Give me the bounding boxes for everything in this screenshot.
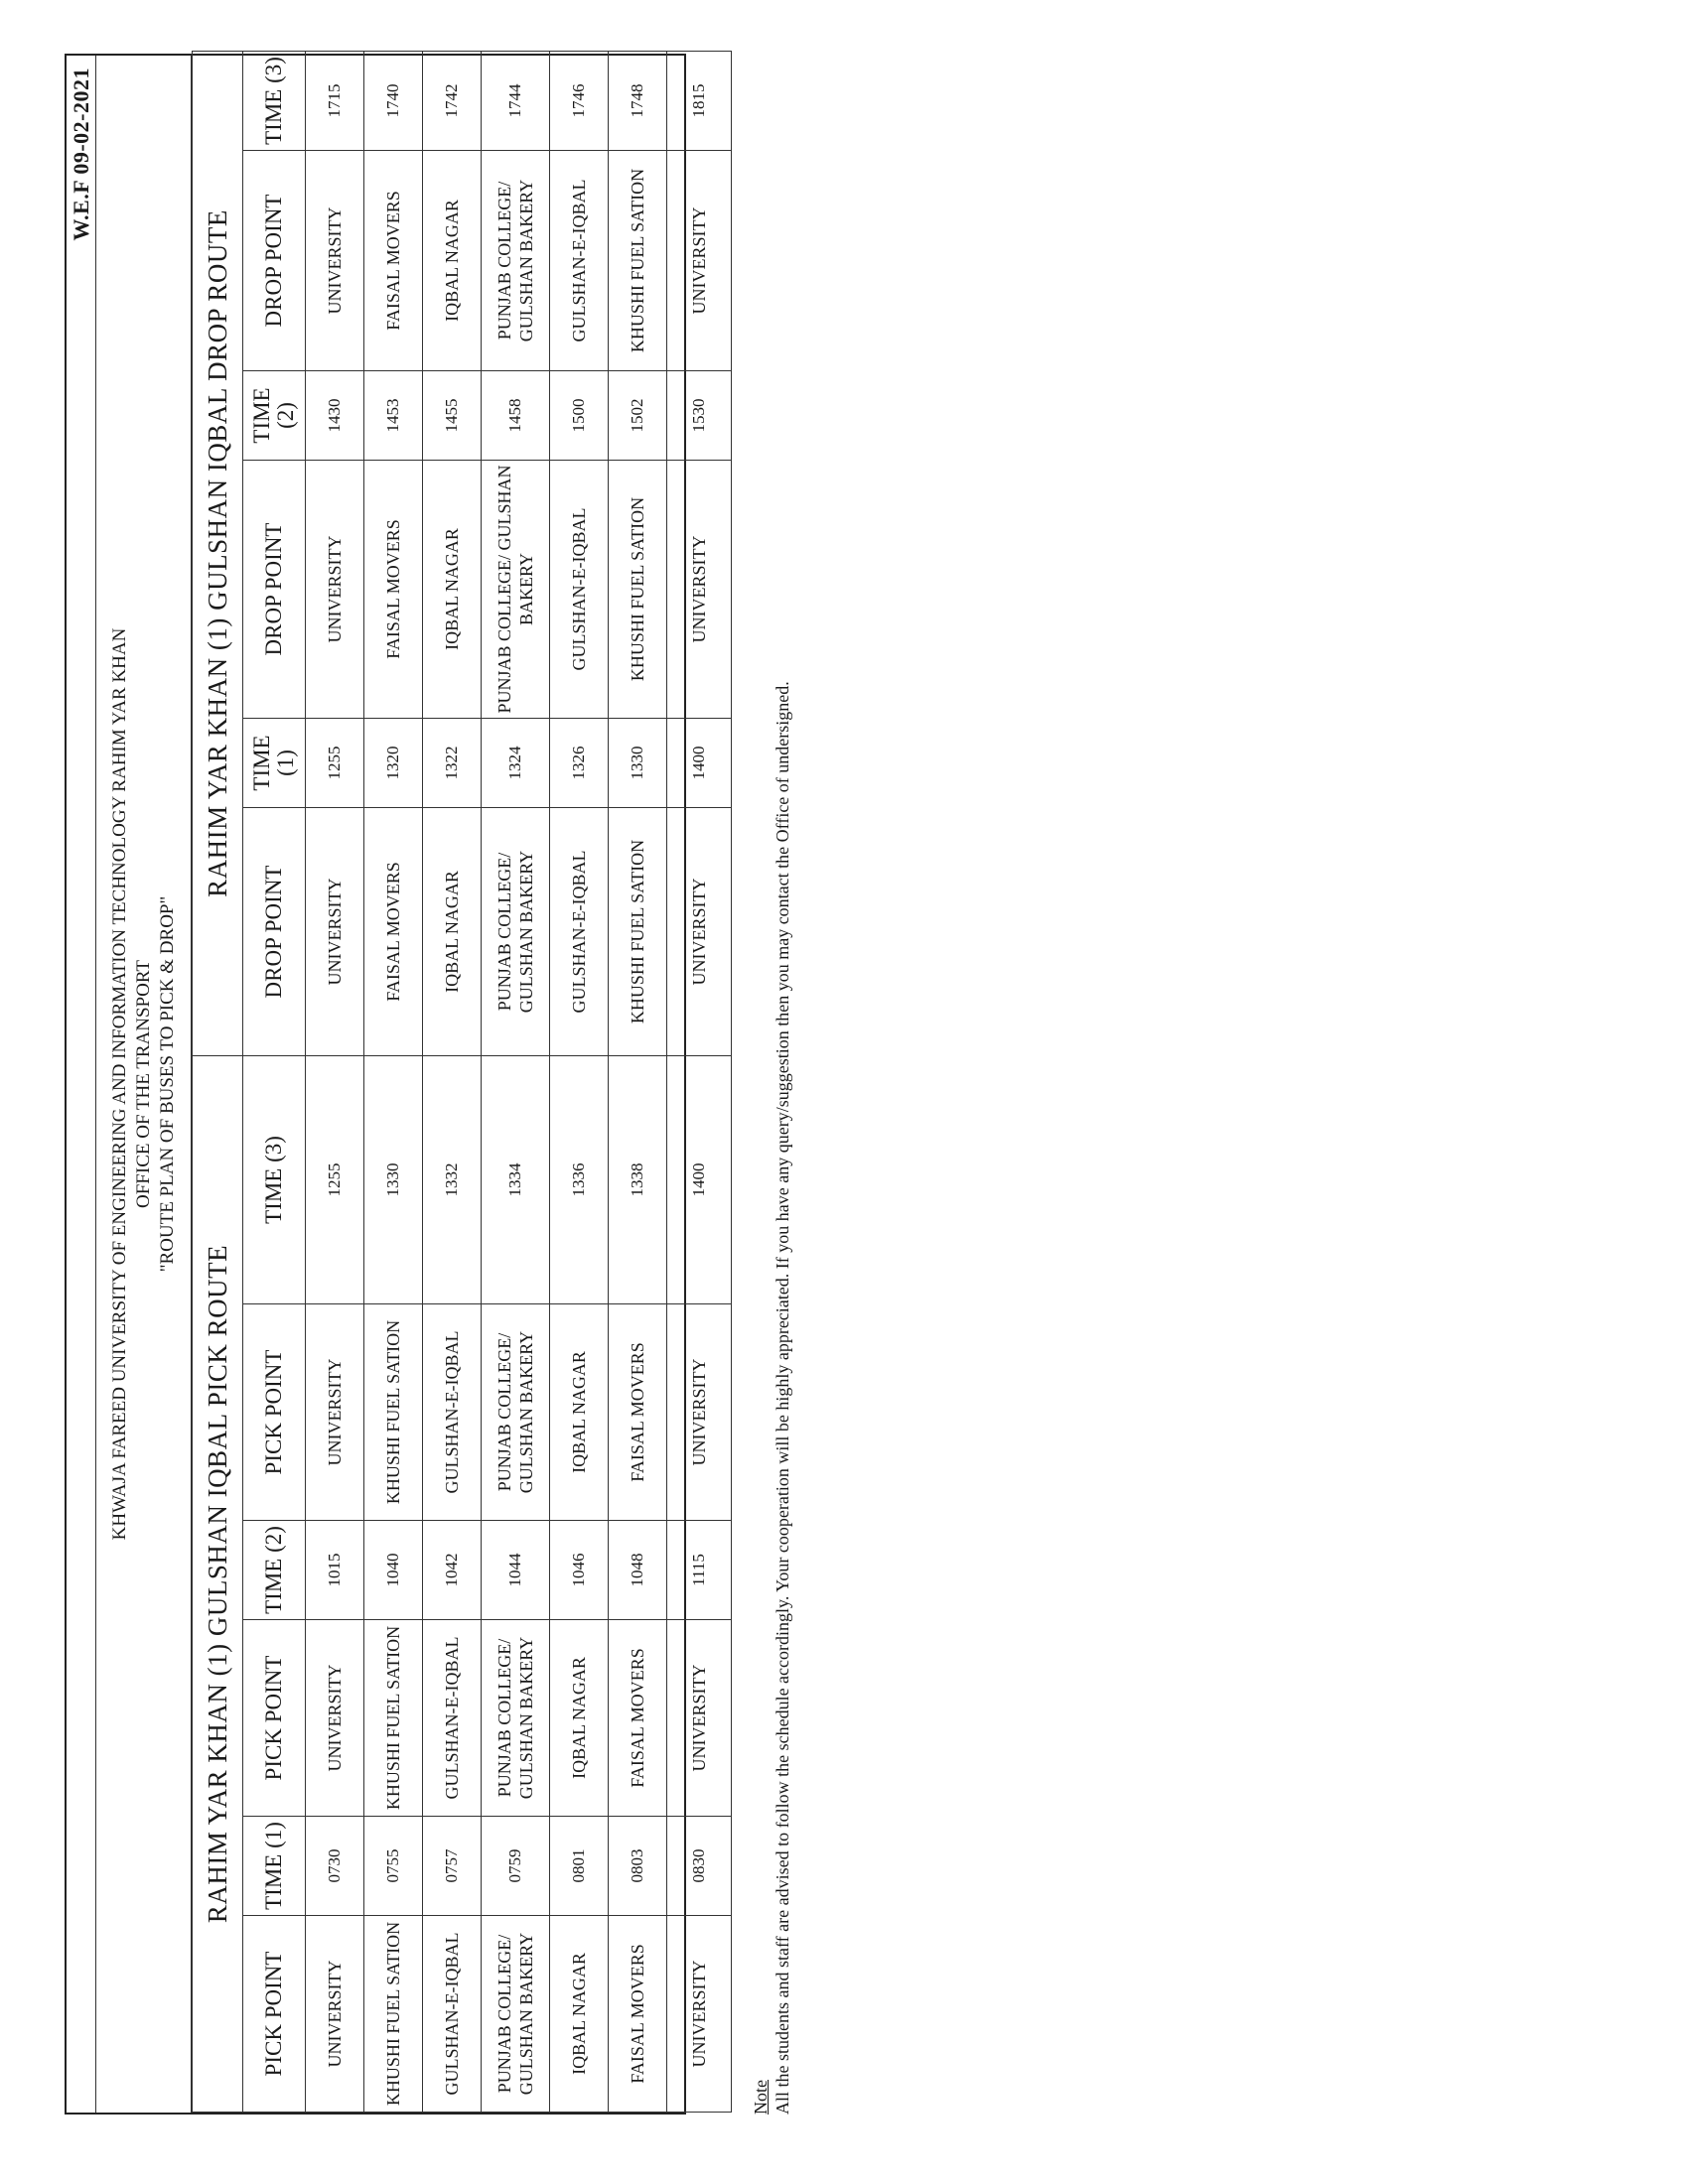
time-cell: 0730 — [306, 1817, 364, 1916]
time-cell: 1400 — [667, 719, 732, 808]
time-cell: 1815 — [667, 51, 732, 150]
time-cell: 1334 — [482, 1056, 550, 1304]
stop-cell: PUNJAB COLLEGE/ GULSHAN BAKERY — [482, 1916, 550, 2113]
time-cell: 1742 — [423, 51, 482, 150]
table-row — [609, 1056, 667, 2113]
stop-cell: UNIVERSITY — [667, 1620, 732, 1817]
stop-cell: KHUSHI FUEL SATION — [609, 808, 667, 1056]
stop-cell: UNIVERSITY — [306, 1620, 364, 1817]
time-cell: 1015 — [306, 1521, 364, 1620]
note-section — [750, 228, 793, 2115]
stop-cell: KHUSHI FUEL SATION — [609, 151, 667, 371]
time-cell: 1502 — [609, 371, 667, 461]
table-row — [667, 51, 732, 1055]
stop-cell: UNIVERSITY — [667, 461, 732, 719]
drop-route-table — [192, 51, 732, 1056]
stop-cell: PUNJAB COLLEGE/ GULSHAN BAKERY — [482, 1304, 550, 1521]
time-cell: 1332 — [423, 1056, 482, 1304]
time-cell: 1048 — [609, 1521, 667, 1620]
table-row — [482, 1056, 550, 2113]
time-cell: 0759 — [482, 1817, 550, 1916]
table-row — [306, 51, 364, 1055]
stop-cell: PUNJAB COLLEGE/ GULSHAN BAKERY — [482, 151, 550, 371]
time-cell: 0757 — [423, 1817, 482, 1916]
stop-cell: GULSHAN-E-IQBAL — [550, 151, 609, 371]
drop-column-header: DROP POINT — [243, 151, 306, 371]
stop-cell: KHUSHI FUEL SATION — [364, 1916, 423, 2113]
time-cell: 1746 — [550, 51, 609, 150]
rotated-route-sheet — [65, 50, 792, 2115]
time-cell: 1330 — [609, 719, 667, 808]
stop-cell: UNIVERSITY — [667, 808, 732, 1056]
table-row — [306, 1056, 364, 2113]
note-text: All the students and staff are advised to follow the schedule accordingly. Your cooperation will be highly appreciated. If you have any query/suggestion then you may contact the Office of undersigned. — [773, 681, 792, 2115]
stop-cell: UNIVERSITY — [667, 1304, 732, 1521]
time-cell: 1430 — [306, 371, 364, 461]
drop-header-row — [243, 51, 306, 1055]
document-frame — [65, 54, 709, 2115]
drop-column-header: TIME (2) — [243, 371, 306, 461]
note-label: Note — [751, 2080, 771, 2115]
time-cell: 1336 — [550, 1056, 609, 1304]
pick-header-row — [243, 1056, 306, 2113]
time-cell: 1046 — [550, 1521, 609, 1620]
drop-route-title: RAHIM YAR KHAN (1) GULSHAN IQBAL DROP ROUTE — [193, 51, 243, 1055]
stop-cell: UNIVERSITY — [306, 151, 364, 371]
stop-cell: FAISAL MOVERS — [364, 808, 423, 1056]
time-cell: 1530 — [667, 371, 732, 461]
stop-cell: UNIVERSITY — [306, 1916, 364, 2113]
time-cell: 1400 — [667, 1056, 732, 1304]
time-cell: 1453 — [364, 371, 423, 461]
time-cell: 1042 — [423, 1521, 482, 1620]
time-cell: 1740 — [364, 51, 423, 150]
time-cell: 0803 — [609, 1817, 667, 1916]
time-cell: 1455 — [423, 371, 482, 461]
pick-column-header: PICK POINT — [243, 1620, 306, 1817]
pick-column-header: TIME (2) — [243, 1521, 306, 1620]
document-header — [96, 56, 192, 2113]
time-cell: 1338 — [609, 1056, 667, 1304]
stop-cell: PUNJAB COLLEGE/ GULSHAN BAKERY — [482, 1620, 550, 1817]
time-cell: 1255 — [306, 719, 364, 808]
time-cell: 1500 — [550, 371, 609, 461]
time-cell: 1326 — [550, 719, 609, 808]
time-cell: 1330 — [364, 1056, 423, 1304]
table-row — [364, 1056, 423, 2113]
stop-cell: GULSHAN-E-IQBAL — [550, 808, 609, 1056]
stop-cell: FAISAL MOVERS — [364, 151, 423, 371]
pick-column-header: TIME (3) — [243, 1056, 306, 1304]
university-name: KHWAJA FAREED UNIVERSITY OF ENGINEERING AND INFORMATION TECHNOLOGY RAHIM YAR KHAN — [108, 627, 130, 1541]
table-row — [423, 51, 482, 1055]
document-title: "ROUTE PLAN OF BUSES TO PICK & DROP" — [156, 895, 178, 1273]
table-row — [423, 1056, 482, 2113]
drop-column-header: TIME (1) — [243, 719, 306, 808]
stop-cell: UNIVERSITY — [306, 808, 364, 1056]
office-name: OFFICE OF THE TRANSPORT — [132, 960, 154, 1208]
time-cell: 1044 — [482, 1521, 550, 1620]
pick-column-header: PICK POINT — [243, 1304, 306, 1521]
time-cell: 1744 — [482, 51, 550, 150]
table-row — [667, 1056, 732, 2113]
stop-cell: PUNJAB COLLEGE/ GULSHAN BAKERY — [482, 808, 550, 1056]
table-row — [609, 51, 667, 1055]
time-cell: 1320 — [364, 719, 423, 808]
effective-date: W.E.F 09-02-2021 — [68, 68, 93, 241]
stop-cell: FAISAL MOVERS — [609, 1620, 667, 1817]
stop-cell: IQBAL NAGAR — [423, 461, 482, 719]
pick-route-table — [192, 1055, 732, 2113]
stop-cell: IQBAL NAGAR — [550, 1620, 609, 1817]
pick-column-header: PICK POINT — [243, 1916, 306, 2113]
drop-column-header: TIME (3) — [243, 51, 306, 150]
pick-route-title: RAHIM YAR KHAN (1) GULSHAN IQBAL PICK ROUTE — [193, 1056, 243, 2113]
stop-cell: IQBAL NAGAR — [550, 1916, 609, 2113]
drop-column-header: DROP POINT — [243, 461, 306, 719]
stop-cell: KHUSHI FUEL SATION — [609, 461, 667, 719]
stop-cell: KHUSHI FUEL SATION — [364, 1620, 423, 1817]
stop-cell: GULSHAN-E-IQBAL — [423, 1304, 482, 1521]
stop-cell: GULSHAN-E-IQBAL — [423, 1620, 482, 1817]
stop-cell: IQBAL NAGAR — [423, 808, 482, 1056]
stop-cell: GULSHAN-E-IQBAL — [423, 1916, 482, 2113]
time-cell: 1748 — [609, 51, 667, 150]
time-cell: 0830 — [667, 1817, 732, 1916]
drop-column-header: DROP POINT — [243, 808, 306, 1056]
table-row — [364, 51, 423, 1055]
time-cell: 1715 — [306, 51, 364, 150]
time-cell: 1040 — [364, 1521, 423, 1620]
stop-cell: GULSHAN-E-IQBAL — [550, 461, 609, 719]
time-cell: 1324 — [482, 719, 550, 808]
pick-column-header: TIME (1) — [243, 1817, 306, 1916]
stop-cell: KHUSHI FUEL SATION — [364, 1304, 423, 1521]
wef-row — [67, 56, 96, 2113]
table-row — [550, 51, 609, 1055]
time-cell: 1255 — [306, 1056, 364, 1304]
table-row — [482, 51, 550, 1055]
stop-cell: UNIVERSITY — [306, 1304, 364, 1521]
drop-table-body — [306, 51, 732, 1055]
time-cell: 0755 — [364, 1817, 423, 1916]
stop-cell: FAISAL MOVERS — [609, 1304, 667, 1521]
stop-cell: IQBAL NAGAR — [423, 151, 482, 371]
stop-cell: IQBAL NAGAR — [550, 1304, 609, 1521]
stop-cell: FAISAL MOVERS — [609, 1916, 667, 2113]
stop-cell: FAISAL MOVERS — [364, 461, 423, 719]
pick-table-body — [306, 1056, 732, 2113]
stop-cell: UNIVERSITY — [306, 461, 364, 719]
time-cell: 1322 — [423, 719, 482, 808]
time-cell: 1458 — [482, 371, 550, 461]
stop-cell: UNIVERSITY — [667, 1916, 732, 2113]
time-cell: 0801 — [550, 1817, 609, 1916]
stop-cell: PUNJAB COLLEGE/ GULSHAN BAKERY — [482, 461, 550, 719]
time-cell: 1115 — [667, 1521, 732, 1620]
table-row — [550, 1056, 609, 2113]
stop-cell: UNIVERSITY — [667, 151, 732, 371]
